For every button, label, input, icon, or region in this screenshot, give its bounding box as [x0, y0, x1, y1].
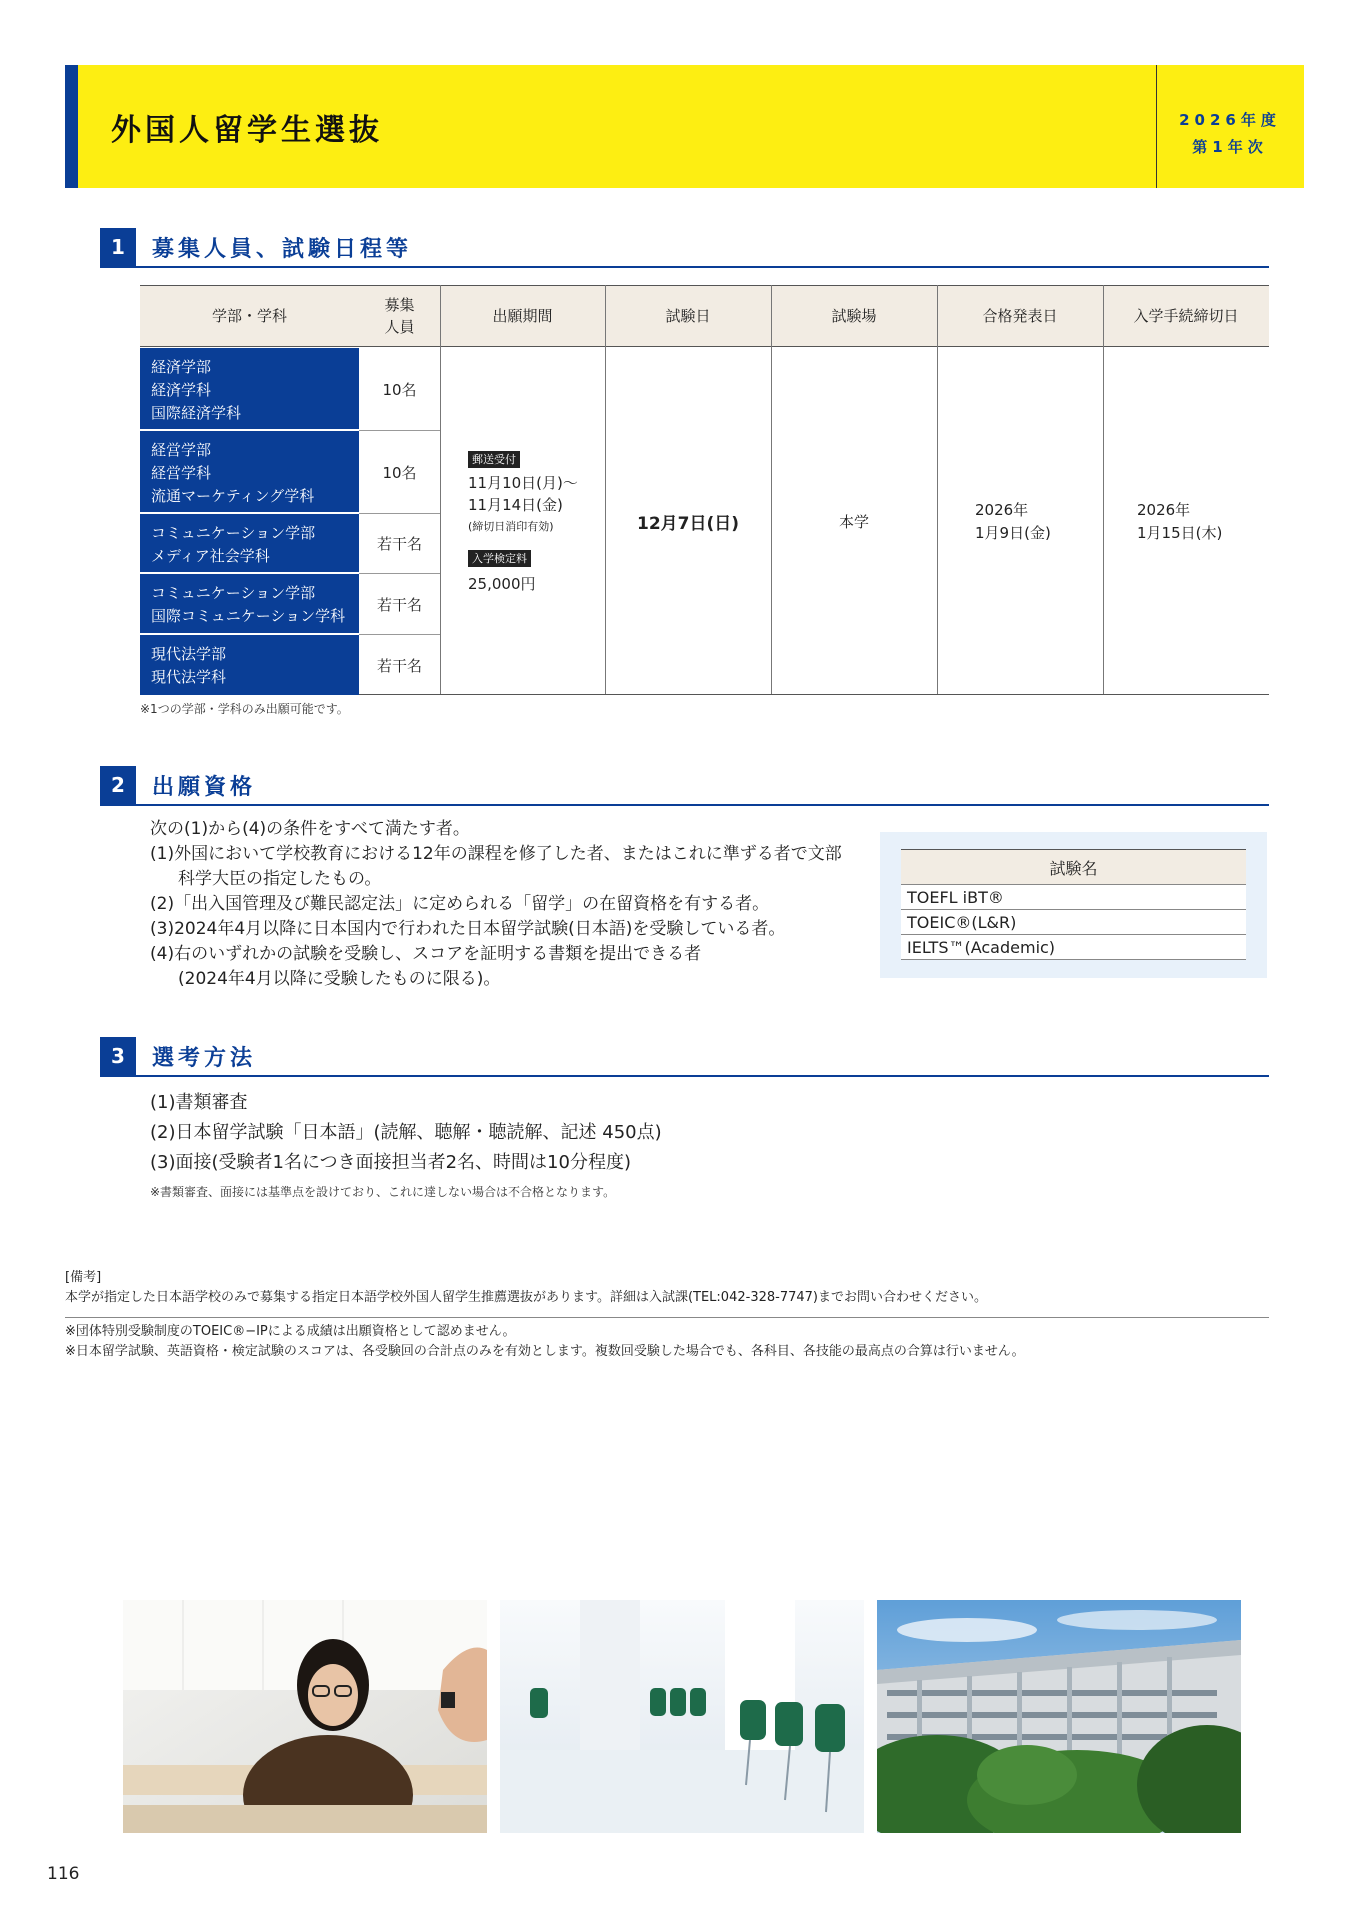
application-period: 11月10日(月)〜 11月14日(金)	[468, 474, 578, 514]
col-header-deadline: 入学手続締切日	[1103, 285, 1269, 347]
col-header-venue: 試験場	[771, 285, 937, 347]
eligibility-list	[150, 817, 850, 992]
mail-tag: 郵送受付	[468, 451, 520, 468]
exam-table-row: TOEFL iBT®	[901, 885, 1246, 910]
col-header-result: 合格発表日	[937, 285, 1103, 347]
dept-cell: コミュニケーション学部 国際コミュニケーション学科	[140, 574, 359, 635]
method-note: ※書類審査、面接には基準点を設けており、これに達しない場合は不合格となります。	[150, 1185, 616, 1199]
year-label	[1156, 107, 1304, 161]
eligibility-item-cont: 科学大臣の指定したもの。	[178, 869, 382, 889]
method-item: (1)書類審査	[150, 1092, 248, 1113]
year-line-1: 2026年度	[1179, 111, 1281, 129]
deadline-cell: 2026年 1月15日(木)	[1137, 500, 1223, 542]
remarks-label: [備考]	[65, 1270, 102, 1285]
dept-cell: 経済学部 経済学科 国際経済学科	[140, 348, 359, 431]
result-date-cell: 2026年 1月9日(金)	[975, 500, 1051, 542]
col-header-exam-date: 試験日	[605, 285, 771, 347]
col-header-application: 出願期間	[440, 285, 605, 347]
col-header-capacity: 募集 人員	[359, 285, 440, 347]
campus-building-photo	[877, 1600, 1241, 1833]
remarks-note: ※日本留学試験、英語資格・検定試験のスコアは、各受験回の合計点のみを有効とします。複数回受験した場合でも、各科目、各技能の最高点の合算は行いません。	[65, 1344, 1025, 1359]
capacity-cell: 10名	[359, 348, 440, 431]
dept-cell: 経営学部 経営学科 流通マーケティング学科	[140, 431, 359, 514]
eligibility-item: (1)外国において学校教育における12年の課程を修了した者、またはこれに準ずる者で文部	[150, 844, 842, 864]
table-bottom-border	[359, 694, 1269, 695]
capacity-cell: 若干名	[359, 514, 440, 574]
column-divider	[1103, 285, 1104, 695]
section-1-heading	[100, 228, 1269, 268]
exam-fee: 25,000円	[468, 575, 536, 593]
exam-date-cell: 12月7日(日)	[636, 514, 740, 534]
method-item: (2)日本留学試験「日本語」(読解、聴解・聴読解、記述 450点)	[150, 1122, 662, 1143]
column-divider	[605, 285, 606, 695]
remarks-text: 本学が指定した日本語学校のみで募集する指定日本語学校外国人留学生推薦選抜があります。詳細は入試課(TEL:042-328-7747)までお問い合わせください。	[65, 1290, 987, 1305]
remarks-note: ※団体特別受験制度のTOEIC®−IPによる成績は出願資格として認めません。	[65, 1324, 516, 1339]
postmark-note: (締切日消印有効)	[468, 520, 554, 533]
exam-table-row: IELTS™(Academic)	[901, 935, 1246, 960]
eligibility-intro: 次の(1)から(4)の条件をすべて満たす者。	[150, 819, 470, 839]
student-photo	[123, 1600, 487, 1833]
eligibility-item: (2)「出入国管理及び難民認定法」に定められる「留学」の在留資格を有する者。	[150, 894, 770, 914]
schedule-table	[140, 285, 1269, 695]
header-accent-bar	[65, 65, 78, 188]
section-title: 出願資格	[152, 775, 257, 800]
column-divider	[937, 285, 938, 695]
selection-method-list	[150, 1088, 662, 1178]
table-footnote: ※1つの学部・学科のみ出願可能です。	[140, 702, 349, 716]
col-header-dept: 学部・学科	[140, 285, 359, 347]
page-title: 外国人留学生選抜	[111, 113, 383, 148]
eligibility-item-cont: (2024年4月以降に受験したものに限る)。	[178, 969, 501, 989]
remarks-divider	[65, 1317, 1269, 1318]
capacity-cell: 若干名	[359, 574, 440, 635]
dept-cell: コミュニケーション学部 メディア社会学科	[140, 514, 359, 574]
section-number: 3	[100, 1037, 136, 1075]
eligibility-item: (4)右のいずれかの試験を受験し、スコアを証明する書類を提出できる者	[150, 944, 702, 964]
capacity-cell: 10名	[359, 431, 440, 514]
venue-cell: 本学	[838, 513, 869, 531]
exam-table-row: TOEIC®(L&R)	[901, 910, 1246, 935]
section-title: 選考方法	[152, 1046, 257, 1071]
application-cell	[440, 348, 605, 695]
section-number: 2	[100, 766, 136, 804]
section-2-heading	[100, 766, 1269, 806]
column-divider	[440, 285, 441, 695]
section-title: 募集人員、試験日程等	[152, 237, 413, 262]
fee-tag: 入学検定料	[468, 550, 531, 567]
method-item: (3)面接(受験者1名につき面接担当者2名、時間は10分程度)	[150, 1152, 631, 1173]
page-number: 116	[47, 1864, 80, 1884]
exam-table-header: 試験名	[901, 849, 1246, 885]
year-line-2: 第1年次	[1192, 138, 1268, 156]
eligibility-item: (3)2024年4月以降に日本国内で行われた日本留学試験(日本語)を受験している者。	[150, 919, 786, 939]
dept-cell: 現代法学部 現代法学科	[140, 635, 359, 695]
section-number: 1	[100, 228, 136, 266]
column-divider	[771, 285, 772, 695]
classroom-photo	[500, 1600, 864, 1833]
remarks	[65, 1268, 987, 1308]
section-3-heading	[100, 1037, 1269, 1077]
remarks-notes	[65, 1322, 1025, 1362]
page-header	[65, 65, 1304, 188]
capacity-cell: 若干名	[376, 656, 422, 675]
